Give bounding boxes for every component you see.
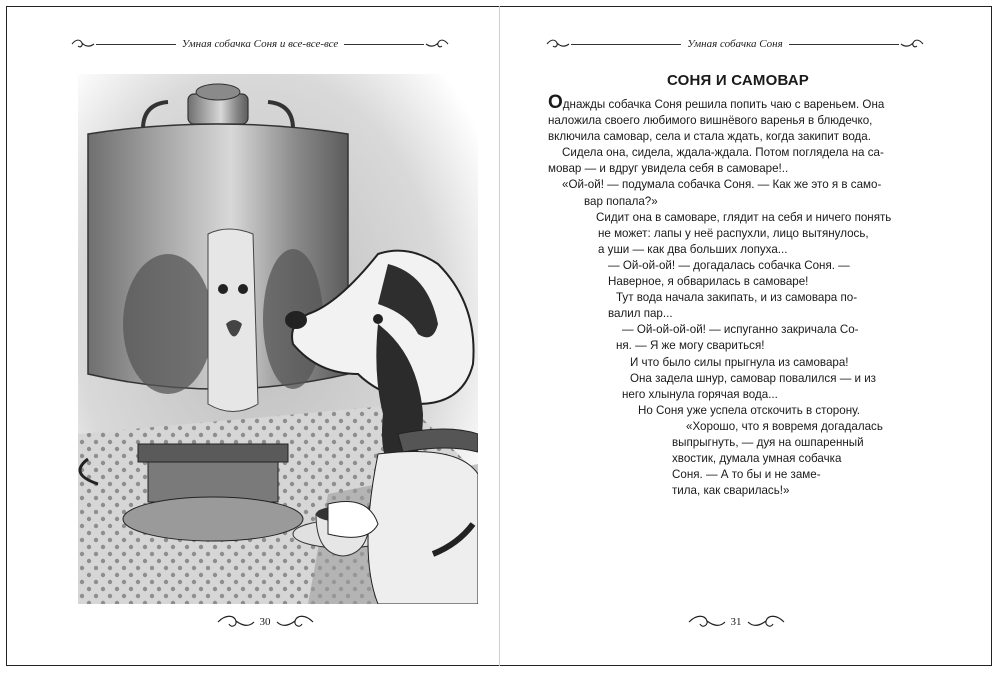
story-line: Наверное, я обварилась в самоваре! (608, 275, 809, 289)
story-line: «Ой-ой! — подумала собачка Соня. — Как же это я в само- (562, 178, 882, 192)
flourish-ornament-icon (899, 37, 925, 51)
story-line: — Ой-ой-ой! — догадалась собачка Соня. — (608, 258, 850, 272)
header-rule (571, 44, 681, 45)
running-head-title: Умная собачка Соня и все-все-все (181, 38, 339, 50)
flourish-ornament-icon (70, 37, 96, 51)
dropcap-letter: О (548, 92, 563, 113)
story-line: Но Соня уже успела отскочить в сторону. (638, 403, 860, 417)
story-line: включила самовар, села и стала ждать, когда закипит вода. (548, 130, 871, 144)
story-line: наложила своего любимого вишнёвого варенья в блюдечко, (548, 114, 873, 128)
story-line: «Хорошо, что я вовремя догадалась (686, 419, 883, 433)
left-page-number (210, 610, 320, 634)
story-line: выпрыгнуть, — дуя на ошпаренный (672, 435, 864, 449)
story-line: Она задела шнур, самовар повалился — и из (630, 371, 876, 385)
running-head-title: Умная собачка Соня (687, 38, 783, 50)
story-line: него хлынула горячая вода... (622, 387, 778, 401)
book-gutter (499, 6, 500, 666)
flourish-ornament-icon (275, 613, 315, 631)
story-line: И что было силы прыгнула из самовара! (630, 355, 849, 369)
story-text (548, 92, 928, 499)
story-line: Сидит она в самоваре, глядит на себя и ничего понять (596, 210, 892, 224)
story-line: — Ой-ой-ой-ой! — испуганно закричала Со- (622, 323, 859, 337)
story-line: хвостик, думала умная собачка (672, 452, 842, 466)
right-page-number (681, 610, 791, 634)
story-line: а уши — как два больших лопуха... (598, 242, 788, 256)
flourish-ornament-icon (424, 37, 450, 51)
story-line: Соня. — А то бы и не заме- (672, 468, 821, 482)
page-number: 31 (730, 616, 742, 628)
header-rule (96, 44, 176, 45)
right-running-head (545, 34, 925, 54)
left-running-head (70, 34, 450, 54)
story-line: валил пар... (608, 307, 673, 321)
flourish-ornament-icon (746, 613, 786, 631)
header-rule (789, 44, 899, 45)
flourish-ornament-icon (545, 37, 571, 51)
story-title: СОНЯ И САМОВАР (666, 72, 810, 89)
flourish-ornament-icon (216, 613, 256, 631)
page-number: 30 (259, 616, 271, 628)
story-line: мовар — и вдруг увидела себя в самоваре!.. (548, 162, 789, 176)
story-line-1: Однажды собачка Соня решила попить чаю с вареньем. Она (548, 92, 885, 113)
header-rule (344, 44, 424, 45)
story-line: тила, как сварилась!» (672, 484, 790, 498)
story-line: Сидела она, сидела, ждала-ждала. Потом поглядела на са- (562, 146, 884, 160)
story-line: ня. — Я же могу свариться! (616, 339, 765, 353)
samovar-dog-illustration (78, 74, 478, 604)
story-line: не может: лапы у неё распухли, лицо вытянулось, (598, 226, 869, 240)
story-line: вар попала?» (584, 194, 658, 208)
story-line: Тут вода начала закипать, и из самовара по- (616, 291, 858, 305)
illustration-image (78, 74, 478, 604)
flourish-ornament-icon (687, 613, 727, 631)
